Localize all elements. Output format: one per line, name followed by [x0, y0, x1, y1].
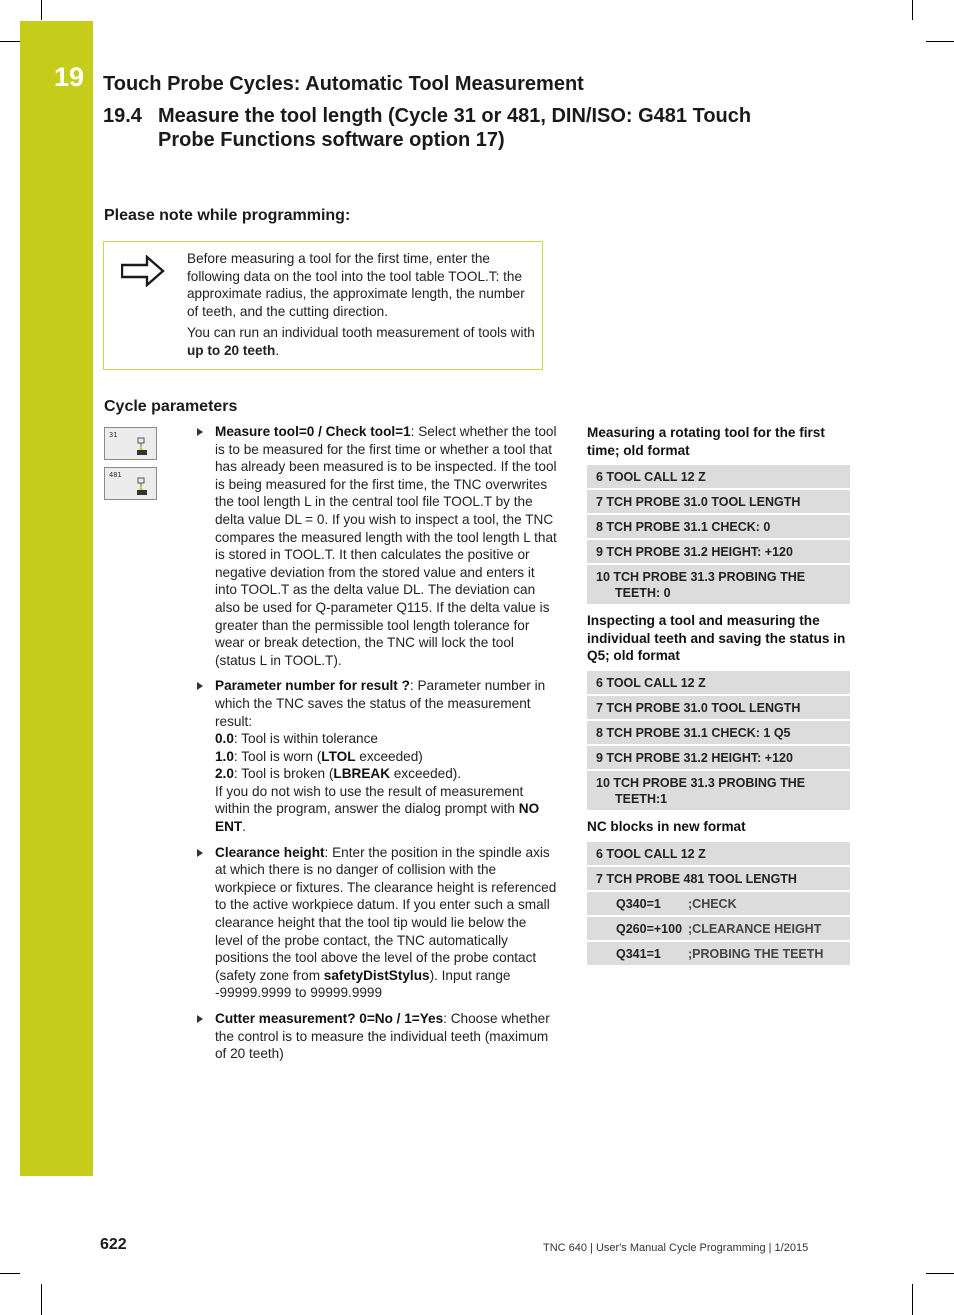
- parameter-item: Measure tool=0 / Check tool=1: Select whether the tool is to be measured for the first time or whether a tool that has already been measured is to be inspected. If the tool is being measured for the first time, the TNC overwrites the tool length L in the central tool file TOOL.T by the delta value DL = 0. If you wish to inspect a tool, the TNC compares the measured length with the tool length L that is stored in TOOL.T. It then calculates the positive or negative deviation from the stored value and enters it into TOOL.T as the delta value DL. The deviation can also be used for Q-parameter Q115. If the delta value is greater than the permissible tool length tolerance for wear or break detection, the TNC will lock the tool (status L in TOOL.T).: [195, 423, 557, 669]
- crop-mark: [0, 1273, 20, 1274]
- nc-line: 10 TCH PROBE 31.3 PROBING THE TEETH:1: [587, 771, 850, 812]
- probe-icon: [136, 477, 148, 497]
- nc-line: 10 TCH PROBE 31.3 PROBING THE TEETH: 0: [587, 565, 850, 606]
- nc-line: 8 TCH PROBE 31.1 CHECK: 1 Q5: [587, 721, 850, 746]
- example-block: [587, 612, 850, 812]
- nc-line: 7 TCH PROBE 31.0 TOOL LENGTH: [587, 490, 850, 515]
- nc-program: [587, 465, 850, 606]
- nc-line: 9 TCH PROBE 31.2 HEIGHT: +120: [587, 746, 850, 771]
- parameter-item: Cutter measurement? 0=No / 1=Yes: Choose whether the control is to measure the individual teeth (maximum of 20 teeth): [195, 1010, 557, 1063]
- bullet-triangle-icon: [197, 428, 203, 436]
- cycle-heading: Cycle parameters: [104, 398, 238, 415]
- arrow-right-icon: [121, 255, 165, 287]
- note-text: [187, 250, 537, 364]
- nc-line: 6 TOOL CALL 12 Z: [587, 465, 850, 490]
- nc-line: 6 TOOL CALL 12 Z: [587, 842, 850, 867]
- nc-param-line: Q340=1 ;CHECK: [587, 892, 850, 917]
- parameter-item: Parameter number for result ?: Parameter number in which the TNC saves the status of the measurement result: 0.0: Tool is within tolerance 1.0: Tool is worn (LTOL exceeded) 2.0: Tool is broken (LBREAK exceeded). If you do not wish to use the result of measurement within the program, answer the dialog prompt with NO ENT.: [195, 677, 557, 835]
- section-title: Measure the tool length (Cycle 31 or 481, DIN/ISO: G481 Touch Probe Functions software option 17): [158, 105, 752, 151]
- page-number: 622: [100, 1236, 127, 1253]
- note-heading: Please note while programming:: [104, 207, 351, 224]
- crop-mark: [41, 1284, 42, 1315]
- crop-mark: [912, 0, 913, 20]
- bullet-triangle-icon: [197, 682, 203, 690]
- nc-line: 9 TCH PROBE 31.2 HEIGHT: +120: [587, 540, 850, 565]
- note-box: [103, 241, 543, 370]
- parameter-item: Clearance height: Enter the position in the spindle axis at which there is no danger of collision with the workpiece or fixtures. The clearance height is referenced to the active workpiece datum. If you enter such a small clearance height that the tool tip would lie below the level of the probe contact, the TNC automatically positions the tool above the level of the probe contact (safety zone from safetyDistStylus). Input range -99999.9999 to 99999.9999: [195, 844, 557, 1002]
- nc-line: 6 TOOL CALL 12 Z: [587, 671, 850, 696]
- example-block: [587, 818, 850, 967]
- example-heading: NC blocks in new format: [587, 819, 746, 834]
- softkey-cycle-31[interactable]: 31: [104, 427, 157, 460]
- nc-program: [587, 671, 850, 812]
- section-number: 19.4: [103, 105, 142, 127]
- example-heading: Inspecting a tool and measuring the individual teeth and saving the status in Q5; old format: [587, 613, 846, 664]
- example-block: [587, 424, 850, 606]
- bullet-triangle-icon: [197, 849, 203, 857]
- softkey-cycle-481[interactable]: 481: [104, 467, 157, 500]
- bullet-triangle-icon: [197, 1015, 203, 1023]
- parameter-list: [195, 423, 557, 1071]
- nc-line: 7 TCH PROBE 31.0 TOOL LENGTH: [587, 696, 850, 721]
- crop-mark: [0, 41, 20, 42]
- example-heading: Measuring a rotating tool for the first time; old format: [587, 425, 825, 458]
- note-paragraph: Before measuring a tool for the first time, enter the following data on the tool into the tool table TOOL.T: the approximate radius, the approximate length, the number of teeth, and the cutting direction.: [187, 251, 525, 319]
- crop-mark: [912, 1284, 913, 1315]
- nc-line: 8 TCH PROBE 31.1 CHECK: 0: [587, 515, 850, 540]
- nc-param-line: Q341=1 ;PROBING THE TEETH: [587, 942, 850, 967]
- nc-param-line: Q260=+100 ;CLEARANCE HEIGHT: [587, 917, 850, 942]
- probe-icon: [136, 437, 148, 457]
- nc-line: 7 TCH PROBE 481 TOOL LENGTH: [587, 867, 850, 892]
- crop-mark: [926, 1273, 954, 1274]
- crop-mark: [41, 0, 42, 20]
- crop-mark: [926, 41, 954, 42]
- chapter-title: Touch Probe Cycles: Automatic Tool Measurement: [103, 73, 584, 95]
- nc-program: [587, 842, 850, 967]
- note-paragraph: You can run an individual tooth measurement of tools with up to 20 teeth.: [187, 325, 535, 358]
- chapter-number: 19: [54, 62, 85, 92]
- chapter-sidebar: [20, 21, 93, 1176]
- footer-text: TNC 640 | User's Manual Cycle Programming | 1/2015: [543, 1242, 809, 1254]
